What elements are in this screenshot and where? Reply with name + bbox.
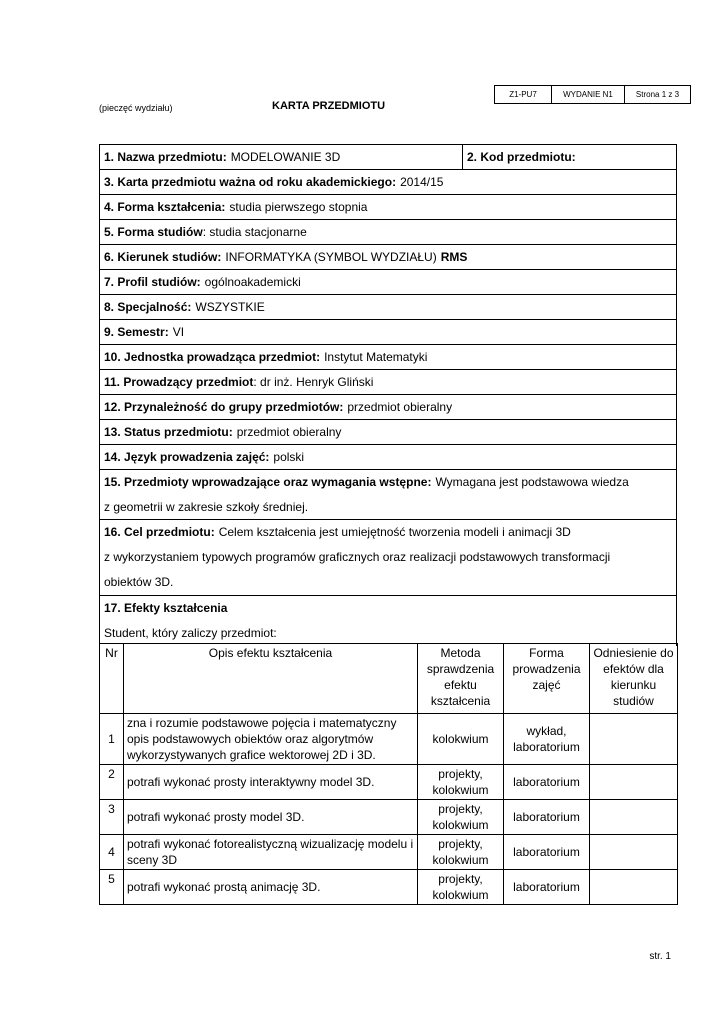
row-nr: 3	[100, 800, 124, 835]
lecturer-value: : dr inż. Henryk Gliński	[253, 375, 374, 389]
study-profile-value: ogólnoakademicki	[204, 275, 301, 289]
row-reference	[590, 870, 678, 905]
table-row	[100, 765, 678, 800]
course-goal-label: 16. Cel przedmiotu:	[104, 525, 215, 539]
header-form: Forma prowadzenia zajęć	[504, 644, 590, 714]
semester-label: 9. Semestr:	[104, 325, 169, 339]
semester-value: VI	[172, 325, 185, 339]
faculty-stamp-label: (pieczęć wydziału)	[99, 103, 173, 113]
row-lecturer	[100, 370, 676, 395]
row-reference	[590, 835, 678, 870]
row-description: potrafi wykonać prosty model 3D.	[124, 800, 418, 835]
education-form-value: studia pierwszego stopnia	[229, 200, 368, 214]
page-number: str. 1	[649, 951, 671, 962]
prerequisites-value-line1: Wymagana jest podstawowa wiedza	[435, 475, 629, 489]
study-form-label: 5. Forma studiów	[104, 225, 203, 239]
row-field-of-study	[100, 245, 676, 270]
document-code: Z1-PU7	[495, 86, 552, 103]
course-name-value: MODELOWANIE 3D	[230, 150, 341, 164]
specialization-label: 8. Specjalność:	[104, 300, 192, 314]
row-method: projekty, kolokwium	[418, 765, 504, 800]
row-form: laboratorium	[504, 870, 590, 905]
course-code-label: 2. Kod przedmiotu:	[467, 150, 576, 164]
document-code-box	[494, 85, 691, 104]
row-form: laboratorium	[504, 835, 590, 870]
row-nr: 5	[100, 870, 124, 905]
valid-year-label: 3. Karta przedmiotu ważna od roku akademickiego:	[104, 175, 397, 189]
row-course-status	[100, 420, 676, 445]
row-course-group	[100, 395, 676, 420]
header-method: Metoda sprawdzenia efektu kształcenia	[418, 644, 504, 714]
row-prerequisites	[100, 470, 676, 520]
valid-year-value: 2014/15	[400, 175, 444, 189]
row-study-form	[100, 220, 676, 245]
header-reference: Odniesienie do efektów dla kierunku studiów	[590, 644, 678, 714]
unit-value: Instytut Matematyki	[324, 350, 428, 364]
edition-label: WYDANIE N1	[552, 86, 625, 103]
prerequisites-label: 15. Przedmioty wprowadzające oraz wymagania wstępne:	[104, 475, 432, 489]
row-course-name	[100, 145, 676, 170]
row-form: wykład, laboratorium	[504, 714, 590, 765]
course-goal-value-line2: z wykorzystaniem typowych programów graficznych oraz realizacji podstawowych transformacji	[104, 550, 611, 564]
course-group-label: 12. Przynależność do grupy przedmiotów:	[104, 400, 344, 414]
row-form: laboratorium	[504, 800, 590, 835]
lecturer-label: 11. Prowadzący przedmiot	[104, 375, 254, 389]
row-form: laboratorium	[504, 765, 590, 800]
field-of-study-label: 6. Kierunek studiów:	[104, 250, 222, 264]
specialization-value: WSZYSTKIE	[195, 300, 265, 314]
education-form-label: 4. Forma kształcenia:	[104, 200, 226, 214]
unit-label: 10. Jednostka prowadząca przedmiot:	[104, 350, 321, 364]
language-label: 14. Język prowadzenia zajęć:	[104, 450, 270, 464]
row-description: potrafi wykonać fotorealistyczną wizualizację modelu i sceny 3D	[124, 835, 418, 870]
table-row	[100, 870, 678, 905]
study-profile-label: 7. Profil studiów:	[104, 275, 201, 289]
row-unit	[100, 345, 676, 370]
row-description: zna i rozumie podstawowe pojęcia i matematyczny opis podstawowych obiektów oraz algorytmów wykorzystywanych grafice wektorowej 2D i 3D.	[124, 714, 418, 765]
row-description: potrafi wykonać prosty interaktywny model 3D.	[124, 765, 418, 800]
faculty-symbol: RMS	[440, 250, 468, 264]
course-name-label: 1. Nazwa przedmiotu:	[104, 150, 227, 164]
row-method: projekty, kolokwium	[418, 835, 504, 870]
learning-outcomes-subtitle: Student, który zaliczy przedmiot:	[104, 626, 277, 640]
page-title: KARTA PRZEDMIOTU	[272, 100, 386, 112]
row-description: potrafi wykonać prostą animację 3D.	[124, 870, 418, 905]
row-study-profile	[100, 270, 676, 295]
row-learning-outcomes	[100, 596, 676, 646]
course-card-form	[99, 144, 677, 646]
table-row	[100, 714, 678, 765]
header-nr: Nr	[100, 644, 124, 714]
row-nr: 1	[100, 714, 124, 765]
table-row	[100, 800, 678, 835]
page-indicator: Strona 1 z 3	[635, 90, 680, 99]
header-description: Opis efektu kształcenia	[124, 644, 418, 714]
row-method: projekty, kolokwium	[418, 870, 504, 905]
learning-outcomes-table	[99, 643, 678, 905]
row-reference	[590, 765, 678, 800]
row-education-form	[100, 195, 676, 220]
course-status-label: 13. Status przedmiotu:	[104, 425, 233, 439]
row-nr: 2	[100, 765, 124, 800]
row-reference	[590, 800, 678, 835]
prerequisites-value-line2: z geometrii w zakresie szkoły średniej.	[104, 500, 309, 514]
row-course-goal	[100, 520, 676, 596]
learning-outcomes-label: 17. Efekty kształcenia	[104, 601, 228, 615]
row-method: projekty, kolokwium	[418, 800, 504, 835]
field-of-study-value: INFORMATYKA (SYMBOL WYDZIAŁU)	[225, 250, 437, 264]
course-goal-value-line1: Celem kształcenia jest umiejętność tworzenia modeli i animacji 3D	[218, 525, 571, 539]
row-semester	[100, 320, 676, 345]
row-language	[100, 445, 676, 470]
table-row	[100, 835, 678, 870]
study-form-value: : studia stacjonarne	[202, 225, 307, 239]
table-header-row	[100, 644, 678, 714]
row-nr: 4	[100, 835, 124, 870]
course-status-value: przedmiot obieralny	[236, 425, 342, 439]
row-specialization	[100, 295, 676, 320]
language-value: polski	[273, 450, 305, 464]
row-reference	[590, 714, 678, 765]
course-goal-value-line3: obiektów 3D.	[104, 575, 174, 589]
course-group-value: przedmiot obieralny	[347, 400, 453, 414]
row-method: kolokwium	[418, 714, 504, 765]
row-valid-year	[100, 170, 676, 195]
